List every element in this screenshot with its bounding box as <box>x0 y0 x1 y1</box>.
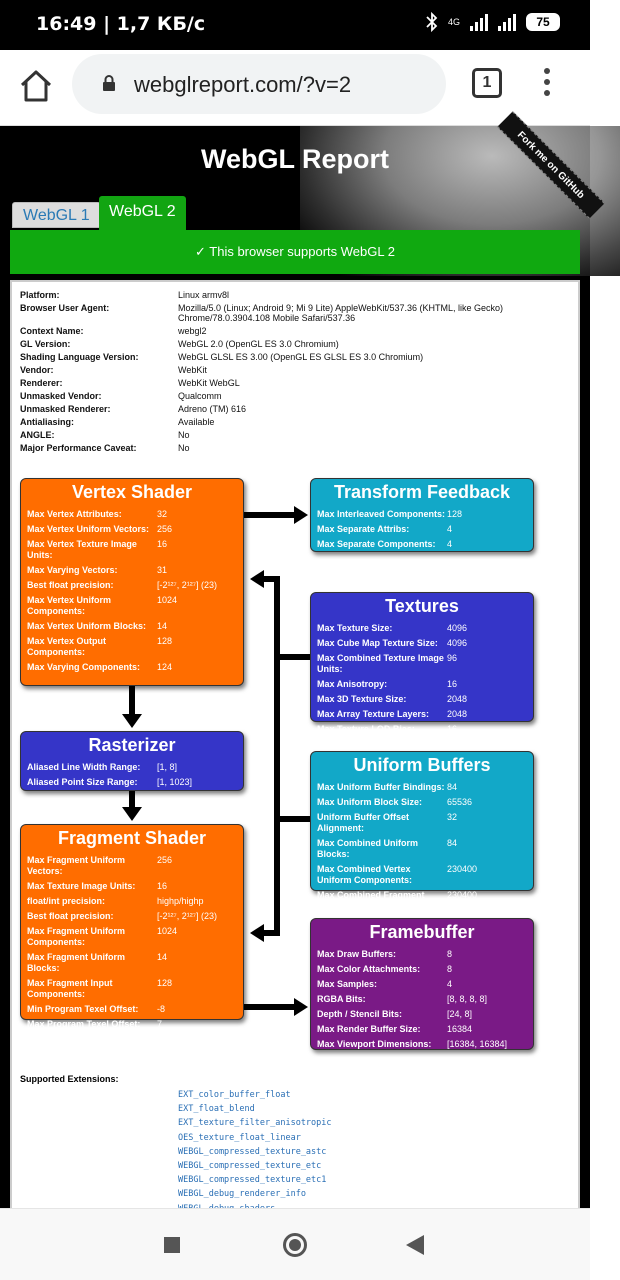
textures-row <box>311 692 533 707</box>
battery-icon: 75 <box>526 13 560 31</box>
navigation-bar <box>0 1208 590 1280</box>
connector-bus-bottom <box>264 930 280 936</box>
info-row <box>20 352 570 362</box>
fragment-value: -8 <box>157 1004 166 1014</box>
textures-value: 4096 <box>447 623 468 633</box>
info-value: WebKit <box>178 365 207 375</box>
framebuffer-key: Max Samples: <box>317 979 378 989</box>
textures-row <box>311 651 533 677</box>
vertex-row <box>21 619 243 634</box>
vertex-key: Max Varying Vectors: <box>27 565 118 575</box>
uniform-value: 230400 <box>447 890 478 900</box>
framebuffer-value: [24, 8] <box>447 1009 473 1019</box>
info-key: Unmasked Vendor: <box>20 391 102 401</box>
transform-row <box>311 507 533 522</box>
info-key: Context Name: <box>20 326 84 336</box>
page-title: WebGL Report <box>200 144 389 174</box>
framebuffer-value: 4 <box>447 979 453 989</box>
uniform-key: Max Combined Vertex Uniform Components: <box>317 864 412 885</box>
vertex-value: 1024 <box>157 595 178 605</box>
fragment-value: 14 <box>157 952 168 962</box>
fragment-shader-box <box>20 824 244 1029</box>
rasterizer-title: Rasterizer <box>88 735 176 755</box>
textures-box <box>310 592 534 734</box>
rasterizer-row <box>21 775 243 790</box>
textures-value: 16 <box>447 724 458 734</box>
framebuffer-key: Max Color Attachments: <box>317 964 421 974</box>
info-value: No <box>178 430 190 440</box>
fragment-key: Max Fragment Uniform Components: <box>27 926 126 947</box>
arrow-to-vertex <box>250 570 264 588</box>
network-type: 4G <box>447 16 460 27</box>
framebuffer-key: Max Draw Buffers: <box>317 949 397 959</box>
rasterizer-box <box>20 731 244 791</box>
transform-row <box>311 537 533 552</box>
status-time: 16:49 | 1,7 КБ/с <box>36 13 206 35</box>
framebuffer-value: [16384, 16384] <box>447 1039 508 1049</box>
transform-key: Max Separate Attribs: <box>317 524 410 534</box>
info-row <box>20 417 570 427</box>
framebuffer-row <box>311 947 533 962</box>
vertex-row <box>21 522 243 537</box>
lock-icon <box>100 74 118 92</box>
info-value: Qualcomm <box>178 391 222 401</box>
transform-value: 4 <box>447 539 453 549</box>
support-banner: ✓ This browser supports WebGL 2 <box>10 230 580 274</box>
fragment-row <box>21 894 243 909</box>
framebuffer-row <box>311 1022 533 1037</box>
info-value: WebKit WebGL <box>178 378 240 388</box>
fork-on-github-ribbon[interactable]: Fork me on GitHub <box>497 111 604 218</box>
transform-key: Max Interleaved Components: <box>317 509 446 519</box>
framebuffer-key: RGBA Bits: <box>317 994 366 1004</box>
fragment-row <box>21 1017 243 1032</box>
framebuffer-value: [8, 8, 8, 8] <box>447 994 488 1004</box>
vertex-shader-box <box>20 478 244 686</box>
fragment-key: Min Program Texel Offset: <box>27 1004 139 1014</box>
info-row <box>20 443 570 453</box>
uniform-buffers-title: Uniform Buffers <box>353 755 491 775</box>
fragment-key: Max Program Texel Offset: <box>27 1019 141 1029</box>
info-key: Shading Language Version: <box>20 352 139 362</box>
vertex-value: 256 <box>157 524 173 534</box>
framebuffer-row <box>311 1007 533 1022</box>
fragment-key: Max Fragment Input Components: <box>27 978 113 999</box>
connector-textures <box>280 654 310 660</box>
fragment-value: 256 <box>157 855 173 865</box>
info-table <box>20 290 570 456</box>
extension-link[interactable]: WEBGL_compressed_texture_astc <box>178 1146 327 1157</box>
uniform-value: 65536 <box>447 797 473 807</box>
framebuffer-value: 16384 <box>447 1024 473 1034</box>
info-value: Linux armv8l <box>178 290 230 300</box>
uniform-row <box>311 836 533 862</box>
textures-key: Max Texture LOD Bias: <box>317 724 415 734</box>
info-key: Browser User Agent: <box>20 303 110 313</box>
webpage <box>0 126 590 1208</box>
connector-fragment-framebuffer <box>244 1004 294 1010</box>
textures-row <box>311 707 533 722</box>
vertex-row <box>21 660 243 675</box>
uniform-key: Max Combined Fragment Uniform Components: <box>317 890 425 911</box>
arrow-to-rasterizer <box>122 714 142 728</box>
fragment-row <box>21 909 243 924</box>
textures-key: Max Array Texture Layers: <box>317 709 430 719</box>
connector-bus-vertical <box>274 576 280 936</box>
fragment-key: float/int precision: <box>27 896 106 906</box>
vertex-row <box>21 507 243 522</box>
connector-vertex-transform <box>244 512 294 518</box>
info-key: Major Performance Caveat: <box>20 443 137 453</box>
back-icon[interactable] <box>406 1235 424 1255</box>
info-value: No <box>178 443 190 453</box>
rasterizer-value: [1, 8] <box>157 762 178 772</box>
extension-link[interactable]: WEBGL_compressed_texture_etc1 <box>178 1175 327 1186</box>
uniform-value: 84 <box>447 782 458 792</box>
uniform-row <box>311 780 533 795</box>
info-value: Adreno (TM) 616 <box>178 404 247 414</box>
fragment-key: Max Texture Image Units: <box>27 881 136 891</box>
framebuffer-key: Max Viewport Dimensions: <box>317 1039 432 1049</box>
extension-link[interactable]: EXT_color_buffer_float <box>178 1090 291 1100</box>
textures-row <box>311 677 533 692</box>
fragment-row <box>21 976 243 1002</box>
arrow-to-transform <box>294 506 308 524</box>
info-key: Antialiasing: <box>20 417 75 427</box>
textures-value: 2048 <box>447 694 468 704</box>
info-row <box>20 365 570 375</box>
vertex-key: Max Vertex Output Components: <box>27 636 107 657</box>
info-value: WebGL GLSL ES 3.00 (OpenGL ES GLSL ES 3.0 Chromium) <box>178 352 424 362</box>
vertex-value: 14 <box>157 621 168 631</box>
extensions-list <box>178 1088 332 1216</box>
transform-value: 4 <box>447 524 453 534</box>
fragment-row <box>21 950 243 976</box>
textures-value: 4096 <box>447 638 468 648</box>
rasterizer-row <box>21 760 243 775</box>
info-row <box>20 303 570 323</box>
tab-switcher-button[interactable]: 1 <box>472 68 502 98</box>
framebuffer-row <box>311 1037 533 1052</box>
fragment-row <box>21 879 243 894</box>
textures-key: Max Anisotropy: <box>317 679 388 689</box>
textures-row <box>311 722 533 737</box>
fragment-key: Best float precision: <box>27 911 114 921</box>
framebuffer-box <box>310 918 534 1050</box>
extension-link[interactable]: EXT_texture_filter_anisotropic <box>178 1118 332 1129</box>
textures-value: 96 <box>447 653 458 663</box>
info-row <box>20 378 570 388</box>
textures-value: 16 <box>447 679 458 689</box>
home-icon[interactable] <box>18 68 54 104</box>
vertex-value: 128 <box>157 636 173 646</box>
info-key: ANGLE: <box>20 430 55 440</box>
vertex-shader-title: Vertex Shader <box>71 482 193 502</box>
info-row <box>20 404 570 414</box>
vertex-key: Best float precision: <box>27 580 114 590</box>
fragment-key: Max Fragment Uniform Vectors: <box>27 855 126 876</box>
extension-link[interactable]: WEBGL_debug_renderer_info <box>178 1189 306 1200</box>
info-row <box>20 430 570 440</box>
recents-icon[interactable] <box>164 1237 180 1253</box>
vertex-value: 31 <box>157 565 168 575</box>
framebuffer-row <box>311 992 533 1007</box>
extension-link[interactable]: EXT_float_blend <box>178 1104 255 1115</box>
vertex-key: Max Varying Components: <box>27 662 141 672</box>
info-value: Available <box>178 417 215 427</box>
fragment-value: 16 <box>157 881 168 891</box>
vertex-row <box>21 593 243 619</box>
info-key: Platform: <box>20 290 60 300</box>
uniform-row <box>311 888 533 914</box>
transform-key: Max Separate Components: <box>317 539 436 549</box>
extension-link[interactable]: WEBGL_compressed_texture_etc <box>178 1161 322 1172</box>
transform-feedback-box <box>310 478 534 552</box>
textures-row <box>311 636 533 651</box>
url-text: webglreport.com/?v=2 <box>134 72 352 97</box>
browser-toolbar <box>0 50 590 126</box>
framebuffer-row <box>311 962 533 977</box>
info-value: WebGL 2.0 (OpenGL ES 3.0 Chromium) <box>178 339 339 349</box>
info-row <box>20 339 570 349</box>
vertex-key: Max Vertex Attributes: <box>27 509 122 519</box>
fragment-value: 128 <box>157 978 173 988</box>
framebuffer-value: 8 <box>447 949 453 959</box>
vertex-value: [-2¹²⁷, 2¹²⁷] (23) <box>157 580 218 590</box>
signal-icon <box>470 13 488 31</box>
textures-key: Max Combined Texture Image Units: <box>317 653 444 674</box>
connector-vertex-rasterizer <box>129 686 135 716</box>
vertex-row <box>21 634 243 660</box>
textures-value: 2048 <box>447 709 468 719</box>
uniform-row <box>311 795 533 810</box>
extension-link[interactable]: OES_texture_float_linear <box>178 1132 301 1143</box>
info-row <box>20 290 570 300</box>
transform-value: 128 <box>447 509 463 519</box>
framebuffer-value: 8 <box>447 964 453 974</box>
framebuffer-key: Depth / Stencil Bits: <box>317 1009 403 1019</box>
fragment-shader-title: Fragment Shader <box>57 828 207 848</box>
extensions-label: Supported Extensions: <box>20 1074 119 1084</box>
info-key: GL Version: <box>20 339 71 349</box>
arrow-to-framebuffer <box>294 998 308 1016</box>
rasterizer-value: [1, 1023] <box>157 777 193 787</box>
uniform-key: Max Uniform Block Size: <box>317 797 423 807</box>
vertex-value: 16 <box>157 539 168 549</box>
report-content <box>10 280 580 1220</box>
tab-webgl1[interactable]: WebGL 1 <box>12 202 101 228</box>
uniform-value: 230400 <box>447 864 478 874</box>
connector-uniform <box>280 816 310 822</box>
url-bar[interactable] <box>72 54 446 114</box>
vertex-row <box>21 563 243 578</box>
rasterizer-key: Aliased Line Width Range: <box>27 762 141 772</box>
arrow-to-fragment-side <box>250 924 264 942</box>
transform-feedback-title: Transform Feedback <box>333 482 511 502</box>
fragment-row <box>21 924 243 950</box>
transform-row <box>311 522 533 537</box>
info-key: Unmasked Renderer: <box>20 404 111 414</box>
info-row <box>20 391 570 401</box>
framebuffer-row <box>311 977 533 992</box>
uniform-value: 84 <box>447 838 458 848</box>
framebuffer-title: Framebuffer <box>369 922 475 942</box>
fragment-value: 7 <box>157 1019 163 1029</box>
home-nav-icon[interactable] <box>283 1233 307 1257</box>
vertex-row <box>21 578 243 593</box>
uniform-buffers-box <box>310 751 534 911</box>
rasterizer-key: Aliased Point Size Range: <box>27 777 138 787</box>
fragment-value: 1024 <box>157 926 178 936</box>
vertex-key: Max Vertex Uniform Blocks: <box>27 621 147 631</box>
fragment-key: Max Fragment Uniform Blocks: <box>27 952 126 973</box>
fragment-row <box>21 1002 243 1017</box>
vertex-value: 32 <box>157 509 168 519</box>
vertex-key: Max Vertex Uniform Components: <box>27 595 112 616</box>
textures-row <box>311 621 533 636</box>
framebuffer-key: Max Render Buffer Size: <box>317 1024 421 1034</box>
textures-key: Max 3D Texture Size: <box>317 694 407 704</box>
vertex-key: Max Vertex Uniform Vectors: <box>27 524 150 534</box>
fragment-value: highp/highp <box>157 896 204 906</box>
info-value: Mozilla/5.0 (Linux; Android 9; Mi 9 Lite) AppleWebKit/537.36 (KHTML, like Gecko) Chrome/78.0.3904.108 Mobile Safari/537.36 <box>178 303 503 323</box>
uniform-row <box>311 810 533 836</box>
bluetooth-icon <box>426 12 438 32</box>
vertex-value: 124 <box>157 662 173 672</box>
textures-key: Max Cube Map Texture Size: <box>317 638 438 648</box>
textures-title: Textures <box>385 596 459 616</box>
info-key: Renderer: <box>20 378 63 388</box>
signal-icon-2 <box>498 13 516 31</box>
vertex-key: Max Vertex Texture Image Units: <box>27 539 137 560</box>
uniform-key: Uniform Buffer Offset Alignment: <box>317 812 409 833</box>
overflow-menu-icon[interactable] <box>540 68 554 98</box>
uniform-row <box>311 862 533 888</box>
connector-bus-top <box>264 576 280 582</box>
status-bar <box>0 0 590 50</box>
fragment-row <box>21 853 243 879</box>
vertex-row <box>21 537 243 563</box>
info-value: webgl2 <box>178 326 207 336</box>
status-icons <box>426 12 560 32</box>
uniform-value: 32 <box>447 812 458 822</box>
arrow-to-fragment <box>122 807 142 821</box>
info-row <box>20 326 570 336</box>
uniform-key: Max Combined Uniform Blocks: <box>317 838 419 859</box>
fragment-value: [-2¹²⁷, 2¹²⁷] (23) <box>157 911 218 921</box>
tab-webgl2[interactable]: WebGL 2 <box>99 196 186 230</box>
info-key: Vendor: <box>20 365 54 375</box>
textures-key: Max Texture Size: <box>317 623 393 633</box>
uniform-key: Max Uniform Buffer Bindings: <box>317 782 445 792</box>
